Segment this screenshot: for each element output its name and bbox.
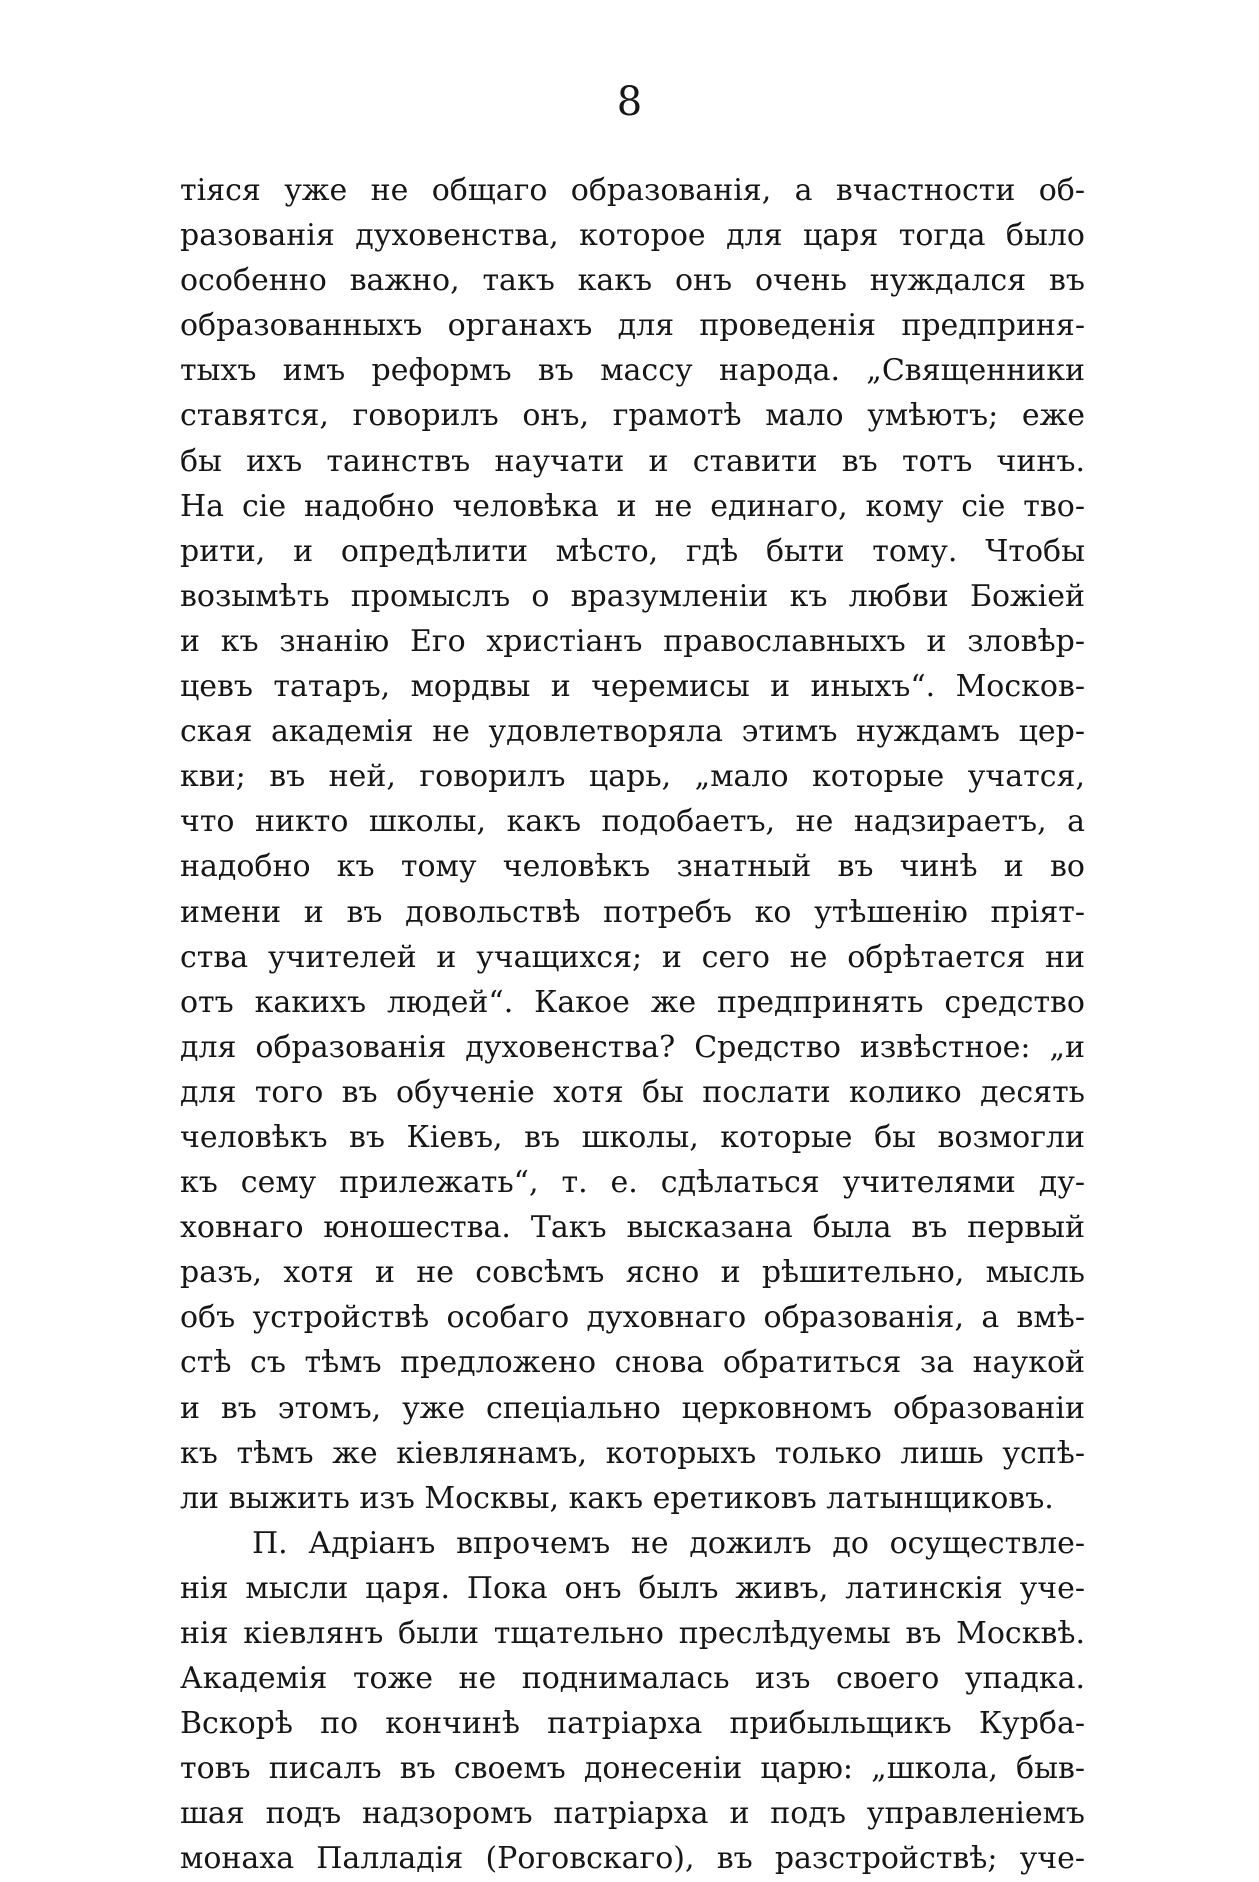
text-line: и въ этомъ, уже спеціально церковномъ образованіи bbox=[180, 1390, 1085, 1426]
text-line: человѣкъ въ Кіевъ, въ школы, которые бы возмогли bbox=[180, 1119, 1085, 1155]
text-line: ская академія не удовлетворяла этимъ нуждамъ цер- bbox=[180, 714, 1085, 750]
text-line: разованія духовенства, которое для царя тогда было bbox=[180, 218, 1085, 254]
text-line: стѣ съ тѣмъ предложено снова обратиться за наукой bbox=[180, 1345, 1085, 1381]
text-line: къ сему прилежать“, т. е. сдѣлаться учителями ду- bbox=[180, 1165, 1085, 1201]
text-line: кви; въ ней, говорилъ царь, „мало которые учатся, bbox=[180, 759, 1085, 795]
text-line: цевъ татаръ, мордвы и черемисы и иныхъ“. Москов- bbox=[180, 669, 1085, 705]
paragraph-start-line: П. Адріанъ впрочемъ не дожилъ до осуществле- bbox=[252, 1525, 1085, 1561]
text-line: и къ знанію Его христіанъ православныхъ и зловѣр- bbox=[180, 623, 1085, 659]
text-line: нія кіевлянъ были тщательно преслѣдуемы въ Москвѣ. bbox=[180, 1616, 1085, 1651]
text-line: имени и въ довольствѣ потребъ ко утѣшенію пріят- bbox=[180, 894, 1085, 930]
text-line: товъ писалъ въ своемъ донесеніи царю: „школа, быв- bbox=[180, 1751, 1085, 1787]
text-line: ства учителей и учащихся; и сего не обрѣтается ни bbox=[180, 939, 1085, 975]
text-line: для того въ обученіе хотя бы послати колико десять bbox=[180, 1074, 1085, 1110]
text-line: шая подъ надзоромъ патріарха и подъ управленіемъ bbox=[180, 1796, 1085, 1832]
text-line: объ устройствѣ особаго духовнаго образованія, а вмѣ- bbox=[180, 1300, 1085, 1336]
text-line: На сіе надобно человѣка и не единаго, кому сіе тво- bbox=[180, 488, 1085, 524]
text-line: монаха Палладія (Роговскаго), въ разстройствѣ; уче- bbox=[180, 1841, 1085, 1877]
text-line: разъ, хотя и не совсѣмъ ясно и рѣшительно, мысль bbox=[180, 1255, 1085, 1291]
text-line: ли выжить изъ Москвы, какъ еретиковъ латынщиковъ. bbox=[180, 1480, 1054, 1516]
text-line: отъ какихъ людей“. Какое же предпринять средство bbox=[180, 984, 1085, 1020]
text-line: ставятся, говорилъ онъ, грамотѣ мало умѣютъ; еже bbox=[180, 398, 1085, 434]
text-line: Академія тоже не поднималась изъ своего упадка. bbox=[180, 1661, 1085, 1697]
text-line: надобно къ тому человѣкъ знатный въ чинѣ и во bbox=[180, 849, 1085, 885]
text-line: что никто школы, какъ подобаетъ, не надзираетъ, а bbox=[180, 804, 1085, 840]
text-line: нія мысли царя. Пока онъ былъ живъ, латинскія уче- bbox=[180, 1570, 1085, 1606]
text-line: тіяся уже не общаго образованія, а вчастности об- bbox=[180, 173, 1085, 208]
text-line: Вскорѣ по кончинѣ патріарха прибыльщикъ Курба- bbox=[180, 1706, 1085, 1742]
text-line: особенно важно, такъ какъ онъ очень нуждался въ bbox=[180, 263, 1085, 299]
text-line: ховнаго юношества. Такъ высказана была въ первый bbox=[180, 1210, 1085, 1246]
text-line: рити, и опредѣлити мѣсто, гдѣ быти тому. Чтобы bbox=[180, 533, 1085, 569]
body-text bbox=[180, 168, 1085, 1882]
text-line: возымѣть промыслъ о вразумленіи къ любви Божіей bbox=[180, 578, 1085, 614]
text-line: для образованія духовенства? Средство извѣстное: „и bbox=[180, 1029, 1085, 1065]
text-line: къ тѣмъ же кіевлянамъ, которыхъ только лишь успѣ- bbox=[180, 1435, 1085, 1471]
page-number: 8 bbox=[616, 79, 643, 125]
text-line: образованныхъ органахъ для проведенія предприня- bbox=[180, 308, 1085, 344]
text-line: тыхъ имъ реформъ въ массу народа. „Священники bbox=[180, 353, 1085, 389]
text-line: бы ихъ таинствъ научати и ставити въ тотъ чинъ. bbox=[180, 443, 1085, 479]
